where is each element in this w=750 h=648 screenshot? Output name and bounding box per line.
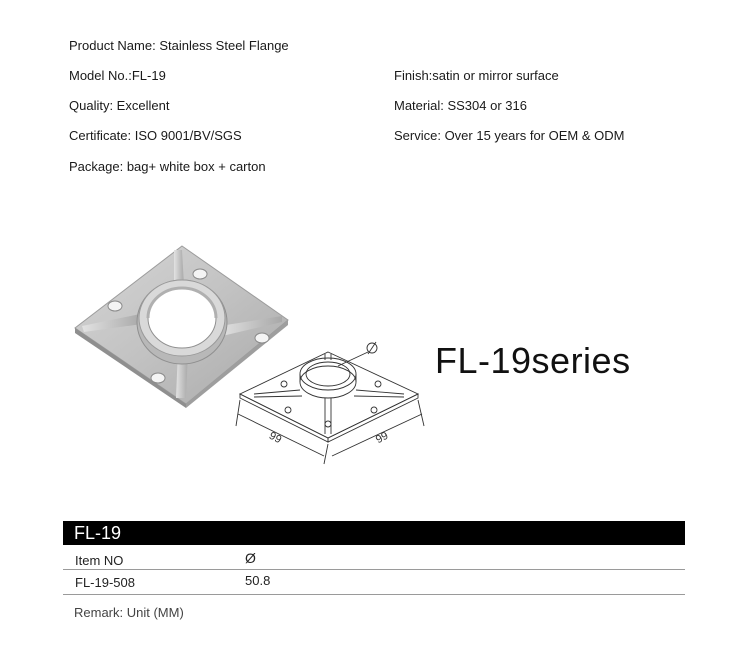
- flange-technical-drawing: [228, 330, 438, 470]
- table-divider: [63, 569, 685, 570]
- product-name: Product Name: Stainless Steel Flange: [69, 38, 289, 53]
- table-divider: [63, 594, 685, 595]
- series-title: FL-19series: [435, 340, 631, 381]
- table-header-label: FL-19: [74, 523, 122, 543]
- finish: Finish:satin or mirror surface: [394, 68, 559, 83]
- quality: Quality: Excellent: [69, 98, 170, 113]
- table-cell-diameter: 50.8: [245, 573, 271, 588]
- package: Package: bag+ white box + carton: [69, 159, 266, 174]
- dimension-label-right: 99: [373, 429, 391, 447]
- remark: Remark: Unit (MM): [74, 605, 184, 620]
- certificate: Certificate: ISO 9001/BV/SGS: [69, 128, 242, 143]
- column-header-diameter: Ø: [245, 550, 256, 566]
- material: Material: SS304 or 316: [394, 98, 527, 113]
- table-header: [63, 521, 685, 545]
- service: Service: Over 15 years for OEM & ODM: [394, 128, 625, 143]
- table-cell-item-no: FL-19-508: [75, 575, 135, 590]
- model-number: Model No.:FL-19: [69, 68, 166, 83]
- dimension-label-left: 99: [266, 429, 284, 447]
- column-header-item-no: Item NO: [75, 553, 124, 568]
